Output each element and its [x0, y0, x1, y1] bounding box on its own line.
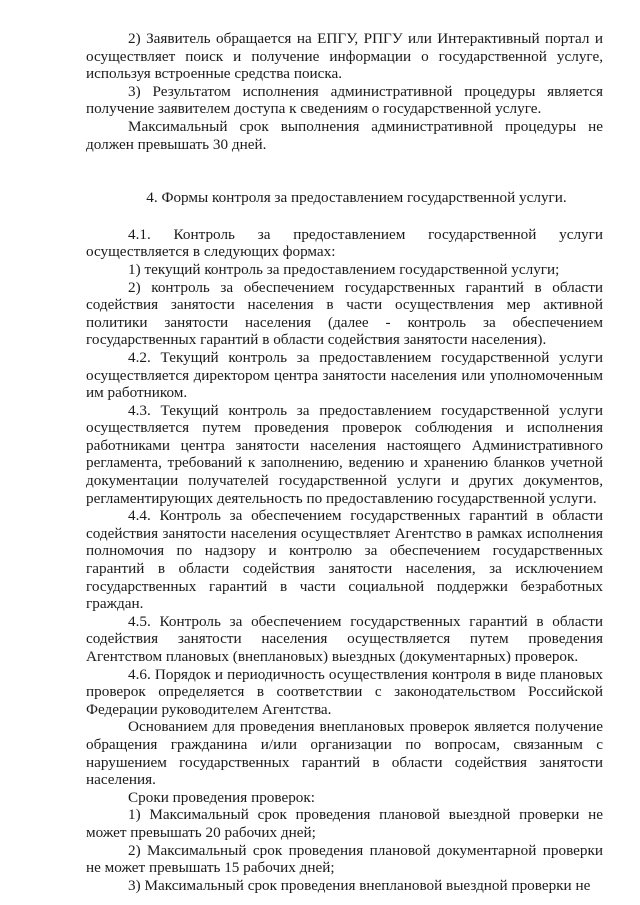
list-item-unscheduled-onsite-term: 3) Максимальный срок проведения внеплановой выездной проверки не	[128, 876, 591, 894]
list-item-planned-documentary-term: 2) Максимальный срок проведения плановой документарной проверки не может превышать 15 рабочих дней;	[86, 841, 603, 877]
paragraph-4-1: 4.1. Контроль за предоставлением государственной услуги осуществляется в следующих формах:	[86, 225, 603, 261]
paragraph-procedure-result: 3) Результатом исполнения административной процедуры является получение заявителем доступа к сведениям о государственной услуге.	[86, 82, 603, 118]
list-item-planned-onsite-term: 1) Максимальный срок проведения плановой выездной проверки не может превышать 20 рабочих дней;	[86, 806, 603, 841]
paragraph-max-term-30-days: Максимальный срок выполнения административной процедуры не должен превышать 30 дней.	[86, 117, 603, 153]
paragraph-unscheduled-basis: Основанием для проведения внеплановых проверок является получение обращения гражданина и/или организации по вопросам, связанным с нарушением государственных гарантий в области содействия занятости населения.	[86, 718, 603, 789]
paragraph-inspection-terms: Сроки проведения проверок:	[128, 788, 315, 806]
list-item-current-control: 1) текущий контроль за предоставлением государственной услуги;	[128, 260, 560, 278]
paragraph-4-6: 4.6. Порядок и периодичность осуществления контроля в виде плановых проверок определяется в соответствии с законодательством Российской Федерации руководителем Агентства.	[86, 665, 603, 718]
paragraph-4-5: 4.5. Контроль за обеспечением государственных гарантий в области содействия занятости населения осуществляется путем проведения Агентством плановых (внеплановых) выездных (документарных) проверок.	[86, 612, 603, 665]
paragraph-4-2: 4.2. Текущий контроль за предоставлением государственной услуги осуществляется директором центра занятости населения или уполномоченным им работником.	[86, 348, 603, 402]
paragraph-4-3: 4.3. Текущий контроль за предоставлением государственной услуги осуществляется путем проведения проверок соблюдения и исполнения работниками центра занятости населения настоящего Административного регламента, требований к заполнению, ведению и хранению бланков учетной документации получателей государственной услуги и других документов, регламентирующих деятельность по предоставлению государственной услуги.	[86, 401, 603, 507]
section-heading-control-forms: 4. Формы контроля за предоставлением государственной услуги.	[146, 189, 567, 207]
paragraph-applicant-search: 2) Заявитель обращается на ЕПГУ, РПГУ или Интерактивный портал и осуществляет поиск и получение информации о государственной услуге, используя встроенные средства поиска.	[86, 30, 603, 83]
document-page	[86, 30, 603, 894]
paragraph-4-4: 4.4. Контроль за обеспечением государственных гарантий в области содействия занятости населения осуществляет Агентство в рамках исполнения полномочия по надзору и контролю за обеспечением государственных гарантий в области содействия занятости населения, за исключением государственных гарантий в части социальной поддержки безработных граждан.	[86, 507, 603, 613]
list-item-guarantee-control: 2) контроль за обеспечением государственных гарантий в области содействия занятости населения в части осуществления мер активной политики занятости населения (далее - контроль за обеспечением государственных гарантий в области содействия занятости населения).	[86, 278, 603, 349]
